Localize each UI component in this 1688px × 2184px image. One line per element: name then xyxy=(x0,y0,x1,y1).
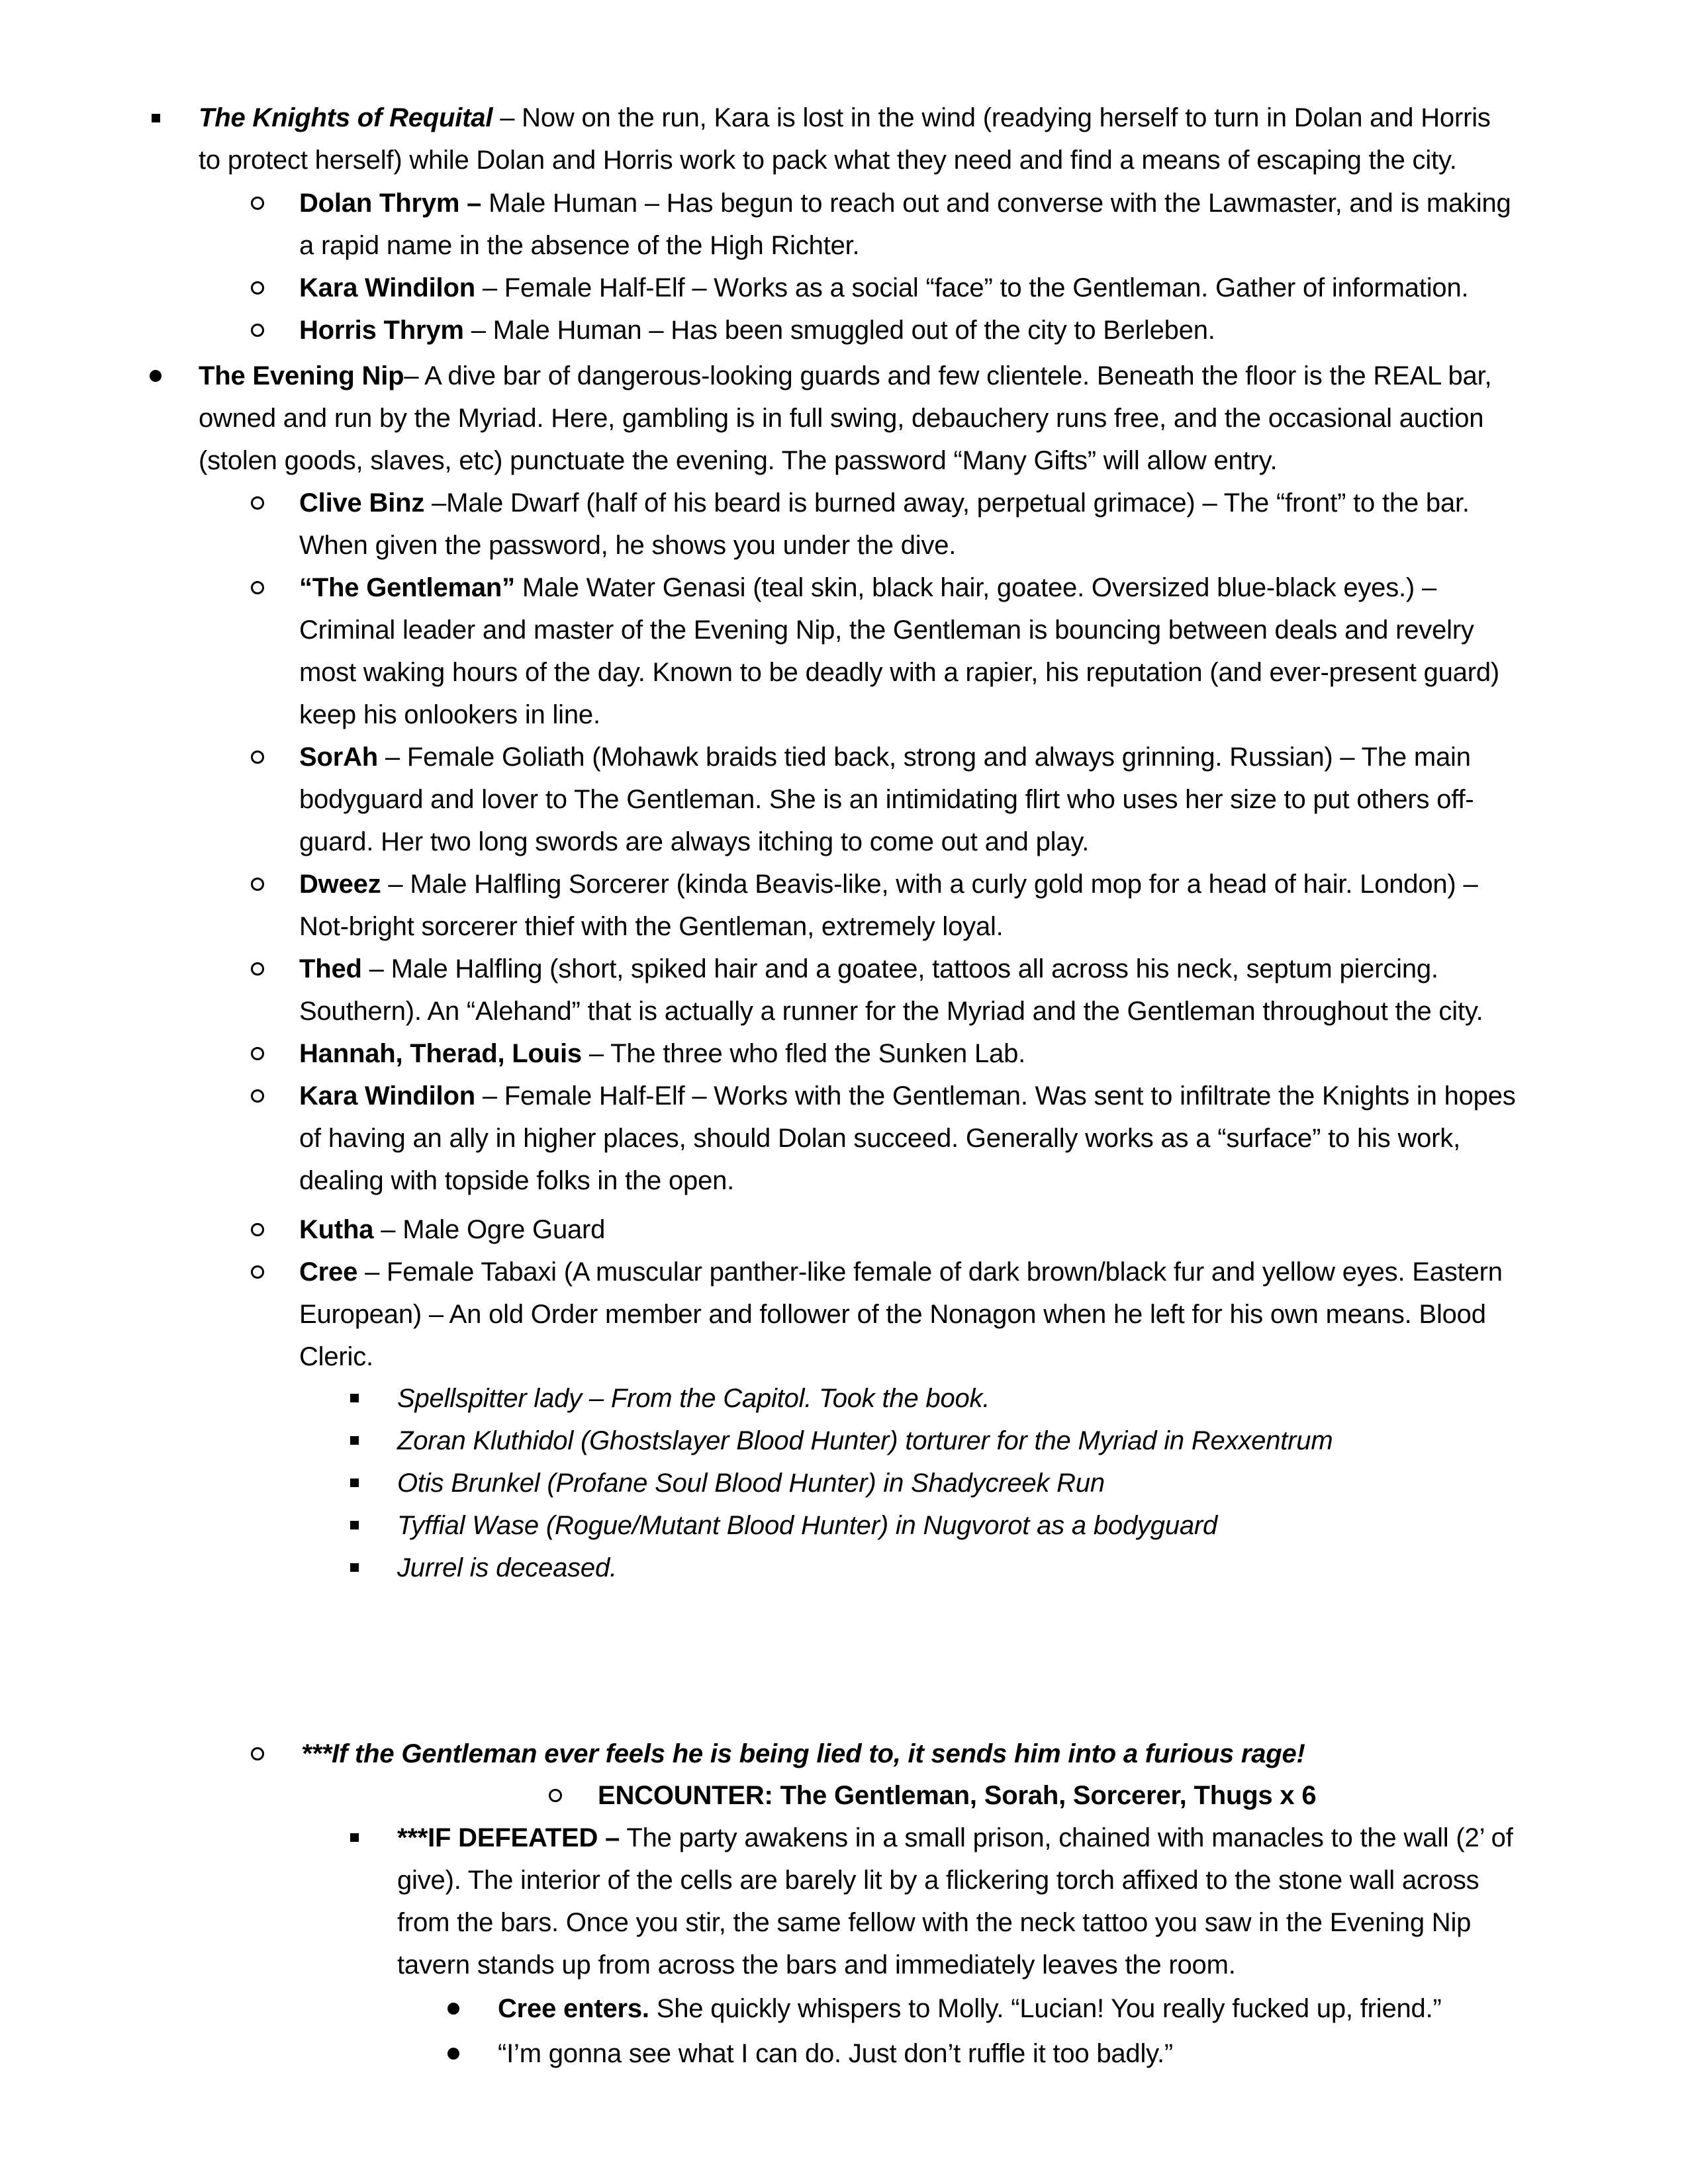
square-bullet-icon xyxy=(350,1563,359,1572)
filled-bullet-icon xyxy=(150,370,162,382)
circle-bullet-icon xyxy=(251,962,264,976)
member-cree: Cree – Female Tabaxi (A muscular panther-like female of dark brown/black fur and yellow eyes. Eastern xyxy=(299,1257,1503,1287)
evening-nip-line-3: (stolen goods, slaves, etc) punctuate the evening. The password “Many Gifts” will allow entry. xyxy=(199,446,1278,475)
section-title-evening-nip: The Evening Nip xyxy=(199,361,404,390)
knights-desc-line-2: to protect herself) while Dolan and Horris work to pack what they need and find a means of escaping the city. xyxy=(199,146,1457,175)
cree-note-item: Jurrel is deceased. xyxy=(397,1553,617,1582)
member-gentleman: “The Gentleman” Male Water Genasi (teal skin, black hair, goatee. Oversized blue-black eyes.) – xyxy=(299,573,1437,602)
member-thed: Thed – Male Halfling (short, spiked hair and a goatee, tattoos all across his neck, septum piercing. xyxy=(299,954,1438,983)
cree-note-item: Otis Brunkel (Profane Soul Blood Hunter) in Shadycreek Run xyxy=(397,1469,1105,1498)
member-gentleman-line-3: most waking hours of the day. Known to be deadly with a rapier, his reputation (and ever-present guard) xyxy=(299,658,1500,687)
circle-bullet-icon xyxy=(251,1089,264,1103)
member-sorah-line-3: guard. Her two long swords are always itching to come out and play. xyxy=(299,827,1090,856)
cree-note-item: Spellspitter lady – From the Capitol. Took the book. xyxy=(397,1384,990,1413)
if-defeated-line-3: from the bars. Once you stir, the same fellow with the neck tattoo you saw in the Evening Nip xyxy=(397,1908,1472,1937)
gentleman-rage-warning: ***If the Gentleman ever feels he is being lied to, it sends him into a furious rage! xyxy=(301,1739,1305,1768)
event-cree-quote: “I’m gonna see what I can do. Just don’t ruffle it too badly.” xyxy=(498,2039,1174,2068)
member-gentleman-line-4: keep his onlookers in line. xyxy=(299,700,600,729)
square-bullet-icon xyxy=(350,1436,359,1445)
member-kutha: Kutha – Male Ogre Guard xyxy=(299,1215,606,1244)
square-bullet-icon xyxy=(350,1394,359,1402)
circle-bullet-icon xyxy=(251,197,264,210)
filled-bullet-icon xyxy=(447,2048,459,2060)
square-bullet-icon xyxy=(350,1521,359,1529)
member-thed-line-2: Southern). An “Alehand” that is actually a runner for the Myriad and the Gentleman throughout the city. xyxy=(299,997,1483,1026)
circle-bullet-icon xyxy=(251,751,264,764)
member-dweez: Dweez – Male Halfling Sorcerer (kinda Beavis-like, with a curly gold mop for a head of hair. London) – xyxy=(299,870,1478,899)
circle-bullet-icon xyxy=(251,496,264,510)
evening-nip-heading-line: The Evening Nip– A dive bar of dangerous-looking guards and few clientele. Beneath the floor is the REAL bar, xyxy=(199,361,1492,390)
square-bullet-icon xyxy=(350,1833,359,1842)
member-kara-nip-line-3: dealing with topside folks in the open. xyxy=(299,1166,735,1195)
square-bullet-icon xyxy=(152,114,160,122)
circle-bullet-icon xyxy=(251,878,264,891)
square-bullet-icon xyxy=(350,1479,359,1487)
member-gentleman-line-2: Criminal leader and master of the Evening Nip, the Gentleman is bouncing between deals and revelry xyxy=(299,615,1474,645)
member-sorah: SorAh – Female Goliath (Mohawk braids tied back, strong and always grinning. Russian) – The main xyxy=(299,743,1471,772)
evening-nip-line-2: owned and run by the Myriad. Here, gambling is in full swing, debauchery runs free, and the occasional auction xyxy=(199,404,1484,433)
member-dolan: Dolan Thrym – Male Human – Has begun to reach out and converse with the Lawmaster, and is making xyxy=(299,189,1511,218)
member-sorah-line-2: bodyguard and lover to The Gentleman. She is an intimidating flirt who uses her size to put others off- xyxy=(299,785,1474,814)
section-title-knights: The Knights of Requital xyxy=(199,103,493,132)
circle-bullet-icon xyxy=(251,1747,264,1760)
member-kara-nip-line-2: of having an ally in higher places, should Dolan succeed. Generally works as a “surface” to his work, xyxy=(299,1124,1461,1153)
circle-bullet-icon xyxy=(549,1789,562,1802)
circle-bullet-icon xyxy=(251,281,264,295)
if-defeated-line-2: give). The interior of the cells are barely lit by a flickering torch affixed to the stone wall across xyxy=(397,1866,1479,1895)
member-hannah-therad-louis: Hannah, Therad, Louis – The three who fled the Sunken Lab. xyxy=(299,1039,1026,1068)
circle-bullet-icon xyxy=(251,324,264,337)
cree-note-item: Tyffial Wase (Rogue/Mutant Blood Hunter) in Nugvorot as a bodyguard xyxy=(397,1511,1218,1540)
cree-note-item: Zoran Kluthidol (Ghostslayer Blood Hunter) torturer for the Myriad in Rexxentrum xyxy=(397,1426,1333,1455)
member-cree-line-3: Cleric. xyxy=(299,1342,373,1371)
member-kara-nip: Kara Windilon – Female Half-Elf – Works with the Gentleman. Was sent to infiltrate the Knights in hopes xyxy=(299,1081,1516,1111)
knights-heading-line: The Knights of Requital – Now on the run, Kara is lost in the wind (readying herself to turn in Dolan and Horris xyxy=(199,103,1491,132)
circle-bullet-icon xyxy=(251,581,264,594)
event-cree-enters: Cree enters. She quickly whispers to Molly. “Lucian! You really fucked up, friend.” xyxy=(498,1994,1442,2023)
circle-bullet-icon xyxy=(251,1265,264,1279)
member-clive-line-2: When given the password, he shows you under the dive. xyxy=(299,531,957,560)
member-kara-knights: Kara Windilon – Female Half-Elf – Works as a social “face” to the Gentleman. Gather of information. xyxy=(299,273,1469,302)
filled-bullet-icon xyxy=(447,2003,459,2015)
encounter-heading: ENCOUNTER: The Gentleman, Sorah, Sorcerer, Thugs x 6 xyxy=(598,1781,1317,1810)
member-clive: Clive Binz –Male Dwarf (half of his beard is burned away, perpetual grimace) – The “front” to the bar. xyxy=(299,488,1470,518)
if-defeated-line-1: ***IF DEFEATED – The party awakens in a small prison, chained with manacles to the wall (2’ of xyxy=(397,1823,1513,1852)
circle-bullet-icon xyxy=(251,1223,264,1236)
member-dolan-line-2: a rapid name in the absence of the High Richter. xyxy=(299,231,860,260)
member-cree-line-2: European) – An old Order member and follower of the Nonagon when he left for his own means. Blood xyxy=(299,1300,1486,1329)
if-defeated-line-4: tavern stands up from across the bars and immediately leaves the room. xyxy=(397,1950,1236,1979)
member-horris: Horris Thrym – Male Human – Has been smuggled out of the city to Berleben. xyxy=(299,316,1215,345)
member-dweez-line-2: Not-bright sorcerer thief with the Gentleman, extremely loyal. xyxy=(299,912,1004,941)
circle-bullet-icon xyxy=(251,1047,264,1060)
